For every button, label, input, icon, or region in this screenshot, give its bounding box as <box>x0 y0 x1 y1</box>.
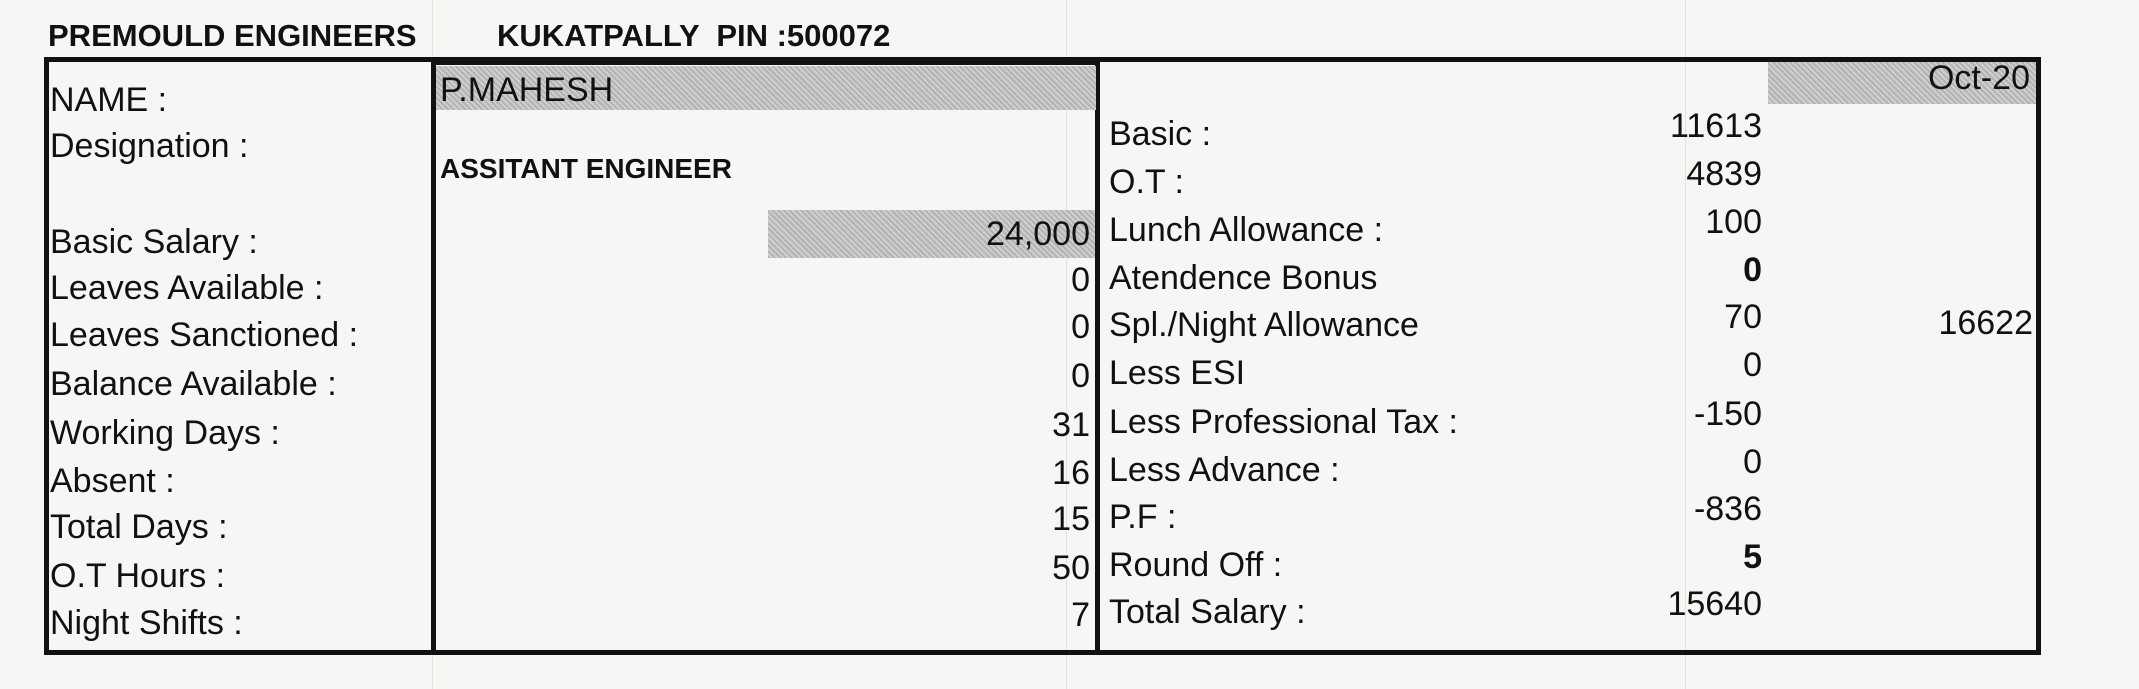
earning-value: -836 <box>1693 490 1762 528</box>
name-label: NAME : <box>50 81 168 119</box>
earning-label: Spl./Night Allowance <box>1109 306 1419 344</box>
field-label: Night Shifts : <box>50 604 243 642</box>
field-value: 7 <box>1071 596 1090 634</box>
field-value: 24,000 <box>986 215 1090 253</box>
gross-total: 16622 <box>1938 304 2033 342</box>
earning-label: Round Off : <box>1109 546 1283 584</box>
field-label: Basic Salary : <box>50 223 258 261</box>
field-value: 15 <box>1052 500 1090 538</box>
earning-value: 4839 <box>1686 155 1762 193</box>
earning-value: 5 <box>1743 538 1762 576</box>
earning-value: 0 <box>1743 251 1762 289</box>
field-value: 0 <box>1071 357 1090 395</box>
column-divider <box>1095 60 1100 655</box>
company-address: KUKATPALLY PIN :500072 <box>497 18 891 53</box>
earning-label: O.T : <box>1109 163 1184 201</box>
earning-label: Less Advance : <box>1109 451 1340 489</box>
designation-value: ASSITANT ENGINEER <box>440 153 732 184</box>
name-row-rule <box>436 62 1097 65</box>
earning-label: Atendence Bonus <box>1109 259 1378 297</box>
field-label: O.T Hours : <box>50 557 226 595</box>
earning-label: Basic : <box>1109 115 1212 153</box>
field-label: Working Days : <box>50 414 280 452</box>
column-divider <box>431 60 436 655</box>
earning-label: Less Professional Tax : <box>1109 403 1458 441</box>
field-label: Balance Available : <box>50 365 337 403</box>
earning-label: P.F : <box>1109 498 1177 536</box>
field-label: Leaves Sanctioned : <box>50 316 359 354</box>
employee-name: P.MAHESH <box>440 71 614 109</box>
field-value: 31 <box>1052 406 1090 444</box>
earning-label: Less ESI <box>1109 354 1246 392</box>
earning-value: 0 <box>1743 443 1762 481</box>
field-value: 0 <box>1071 308 1090 346</box>
earning-value: 70 <box>1724 298 1762 336</box>
earning-value: 15640 <box>1667 585 1762 623</box>
earning-label: Lunch Allowance : <box>1109 211 1384 249</box>
field-label: Leaves Available : <box>50 269 324 307</box>
earning-value: 100 <box>1705 203 1762 241</box>
field-value: 50 <box>1052 549 1090 587</box>
field-value: 0 <box>1071 261 1090 299</box>
field-value: 16 <box>1052 454 1090 492</box>
pay-month: Oct-20 <box>1927 59 2030 97</box>
earning-value: 0 <box>1743 346 1762 384</box>
earning-label: Total Salary : <box>1109 593 1306 631</box>
field-label: Total Days : <box>50 508 228 546</box>
field-label: Absent : <box>50 462 175 500</box>
earning-value: -150 <box>1693 395 1762 433</box>
company-name: PREMOULD ENGINEERS <box>48 18 417 53</box>
earning-value: 11613 <box>1669 107 1762 145</box>
designation-label: Designation : <box>50 127 249 165</box>
